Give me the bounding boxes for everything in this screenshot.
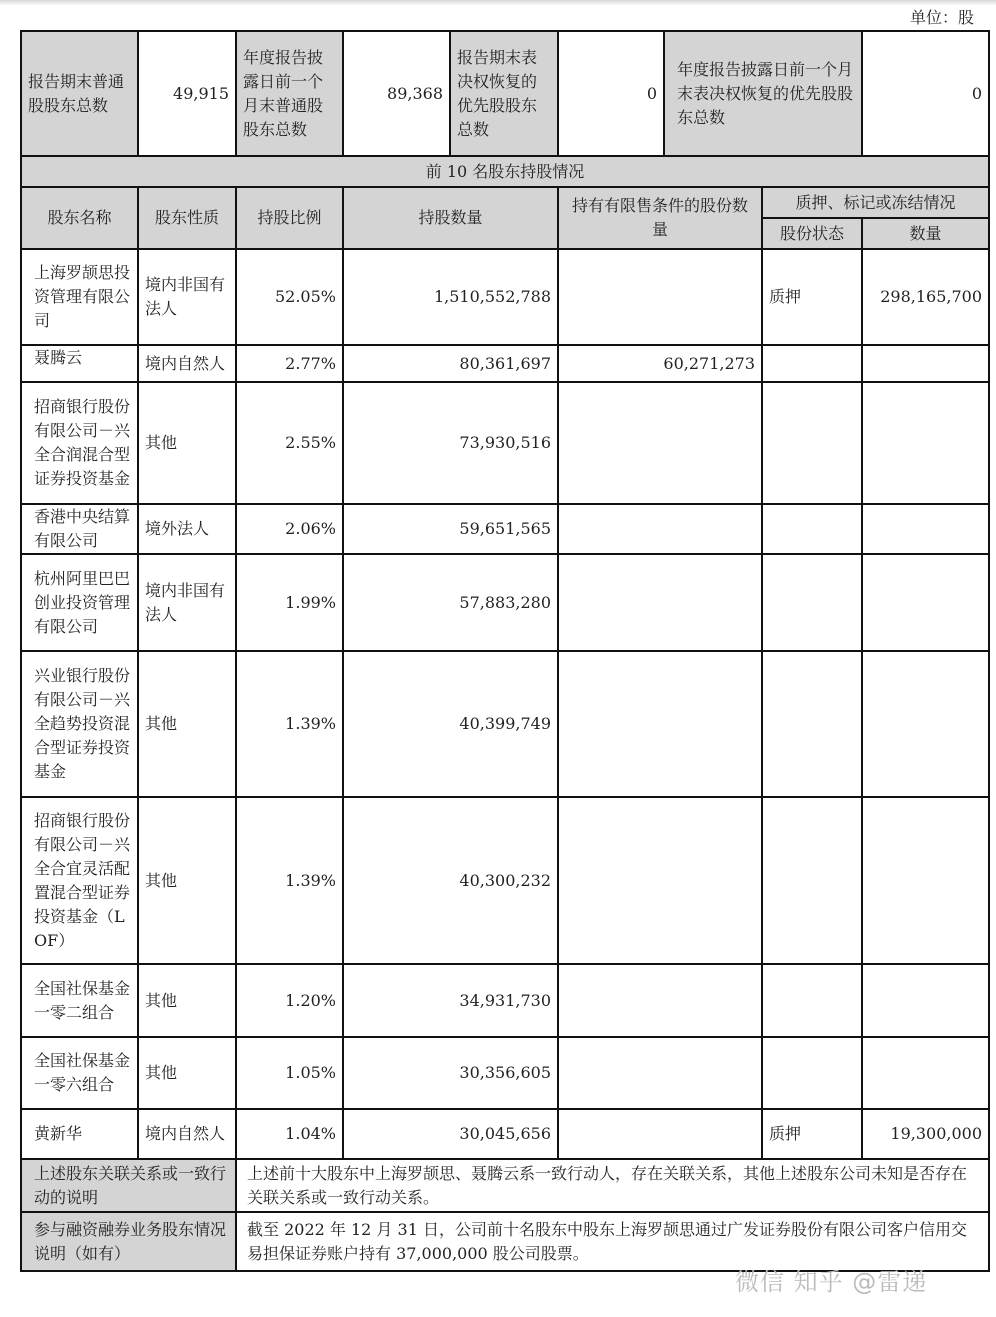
table-row <box>21 1109 989 1159</box>
summary-row <box>21 31 989 156</box>
restricted-shares <box>558 1037 762 1109</box>
shareholder-name: 招商银行股份有限公司－兴全合润混合型证券投资基金 <box>21 382 138 504</box>
header-name: 股东名称 <box>21 187 138 249</box>
holding-shares: 30,356,605 <box>343 1037 558 1109</box>
restricted-shares <box>558 554 762 651</box>
holding-ratio: 2.77% <box>236 345 343 382</box>
holding-ratio: 1.05% <box>236 1037 343 1109</box>
pledge-amount <box>862 651 989 797</box>
shareholder-nature: 境外法人 <box>138 504 236 554</box>
table-row <box>21 504 989 554</box>
pledge-amount: 19,300,000 <box>862 1109 989 1159</box>
holding-ratio: 1.04% <box>236 1109 343 1159</box>
header-pledge-amount: 数量 <box>862 218 989 249</box>
table-row <box>21 249 989 345</box>
pledge-amount <box>862 345 989 382</box>
pledge-status <box>762 382 862 504</box>
header-shares: 持股数量 <box>343 187 558 249</box>
summary-value-3: 0 <box>558 31 664 156</box>
holding-ratio: 1.39% <box>236 651 343 797</box>
holding-shares: 80,361,697 <box>343 345 558 382</box>
pledge-amount <box>862 382 989 504</box>
header-nature: 股东性质 <box>138 187 236 249</box>
holding-shares: 30,045,656 <box>343 1109 558 1159</box>
holding-shares: 57,883,280 <box>343 554 558 651</box>
summary-value-1: 49,915 <box>138 31 236 156</box>
header-row-1 <box>21 187 989 218</box>
section-title: 前 10 名股东持股情况 <box>21 156 989 187</box>
table-row <box>21 651 989 797</box>
note-text: 上述前十大股东中上海罗颉思、聂腾云系一致行动人，存在关联关系，其他上述股东公司未知是否存在关联关系或一致行动关系。 <box>236 1159 989 1212</box>
unit-label: 单位：股 <box>909 8 974 27</box>
shareholder-name: 全国社保基金一零六组合 <box>21 1037 138 1109</box>
holding-ratio: 52.05% <box>236 249 343 345</box>
holding-ratio: 1.39% <box>236 797 343 964</box>
restricted-shares <box>558 249 762 345</box>
restricted-shares <box>558 382 762 504</box>
restricted-shares <box>558 964 762 1037</box>
shareholder-nature: 其他 <box>138 651 236 797</box>
pledge-status <box>762 554 862 651</box>
table-row <box>21 964 989 1037</box>
pledge-status: 质押 <box>762 249 862 345</box>
pledge-amount <box>862 797 989 964</box>
restricted-shares <box>558 797 762 964</box>
shareholder-name: 兴业银行股份有限公司－兴全趋势投资混合型证券投资基金 <box>21 651 138 797</box>
shareholder-nature: 境内非国有法人 <box>138 249 236 345</box>
note-label: 上述股东关联关系或一致行动的说明 <box>21 1159 236 1212</box>
shareholder-nature: 境内自然人 <box>138 345 236 382</box>
pledge-amount <box>862 554 989 651</box>
top-edge <box>0 0 996 6</box>
shareholder-name: 香港中央结算有限公司 <box>21 504 138 554</box>
pledge-status <box>762 1037 862 1109</box>
summary-label-2: 年度报告披露日前一个月末普通股股东总数 <box>236 31 343 156</box>
header-pledge-status: 股份状态 <box>762 218 862 249</box>
table-row <box>21 345 989 382</box>
shareholder-name: 上海罗颉思投资管理有限公司 <box>21 249 138 345</box>
pledge-status <box>762 345 862 382</box>
section-title-row <box>21 156 989 187</box>
holding-ratio: 1.99% <box>236 554 343 651</box>
summary-label-1: 报告期末普通股股东总数 <box>21 31 138 156</box>
holding-shares: 40,300,232 <box>343 797 558 964</box>
restricted-shares <box>558 1109 762 1159</box>
shareholder-nature: 境内非国有法人 <box>138 554 236 651</box>
table-row <box>21 1037 989 1109</box>
holding-ratio: 2.06% <box>236 504 343 554</box>
summary-label-3: 报告期末表决权恢复的优先股股东总数 <box>450 31 558 156</box>
pledge-status <box>762 964 862 1037</box>
shareholder-nature: 其他 <box>138 382 236 504</box>
pledge-status <box>762 651 862 797</box>
shareholder-name: 杭州阿里巴巴创业投资管理有限公司 <box>21 554 138 651</box>
header-restricted: 持有有限售条件的股份数量 <box>558 187 762 249</box>
restricted-shares: 60,271,273 <box>558 345 762 382</box>
note-row-relationship <box>21 1159 989 1212</box>
shareholder-table <box>20 30 990 1272</box>
shareholder-nature: 其他 <box>138 1037 236 1109</box>
summary-label-4: 年度报告披露日前一个月末表决权恢复的优先股股东总数 <box>664 31 862 156</box>
table-row <box>21 382 989 504</box>
pledge-status <box>762 797 862 964</box>
shareholder-nature: 境内自然人 <box>138 1109 236 1159</box>
shareholder-name: 黄新华 <box>21 1109 138 1159</box>
note-label: 参与融资融券业务股东情况说明（如有） <box>21 1212 236 1271</box>
note-text: 截至 2022 年 12 月 31 日，公司前十名股东中股东上海罗颉思通过广发证券股份有限公司客户信用交易担保证券账户持有 37,000,000 股公司股票。 <box>236 1212 989 1271</box>
shareholder-name: 招商银行股份有限公司－兴全合宜灵活配置混合型证券投资基金（LOF） <box>21 797 138 964</box>
pledge-status <box>762 504 862 554</box>
holding-shares: 1,510,552,788 <box>343 249 558 345</box>
restricted-shares <box>558 504 762 554</box>
summary-value-2: 89,368 <box>343 31 450 156</box>
header-ratio: 持股比例 <box>236 187 343 249</box>
holding-ratio: 1.20% <box>236 964 343 1037</box>
pledge-status: 质押 <box>762 1109 862 1159</box>
holding-shares: 73,930,516 <box>343 382 558 504</box>
shareholder-name: 全国社保基金一零二组合 <box>21 964 138 1037</box>
holding-shares: 59,651,565 <box>343 504 558 554</box>
shareholder-name: 聂腾云 <box>21 345 138 382</box>
pledge-amount <box>862 504 989 554</box>
shareholder-nature: 其他 <box>138 964 236 1037</box>
restricted-shares <box>558 651 762 797</box>
holding-ratio: 2.55% <box>236 382 343 504</box>
pledge-amount: 298,165,700 <box>862 249 989 345</box>
holding-shares: 34,931,730 <box>343 964 558 1037</box>
watermark: 微信 知乎 @雷递 <box>735 1268 928 1296</box>
table-row <box>21 554 989 651</box>
header-pledge-group: 质押、标记或冻结情况 <box>762 187 989 218</box>
pledge-amount <box>862 964 989 1037</box>
holding-shares: 40,399,749 <box>343 651 558 797</box>
summary-value-4: 0 <box>862 31 989 156</box>
pledge-amount <box>862 1037 989 1109</box>
shareholder-nature: 其他 <box>138 797 236 964</box>
table-row <box>21 797 989 964</box>
